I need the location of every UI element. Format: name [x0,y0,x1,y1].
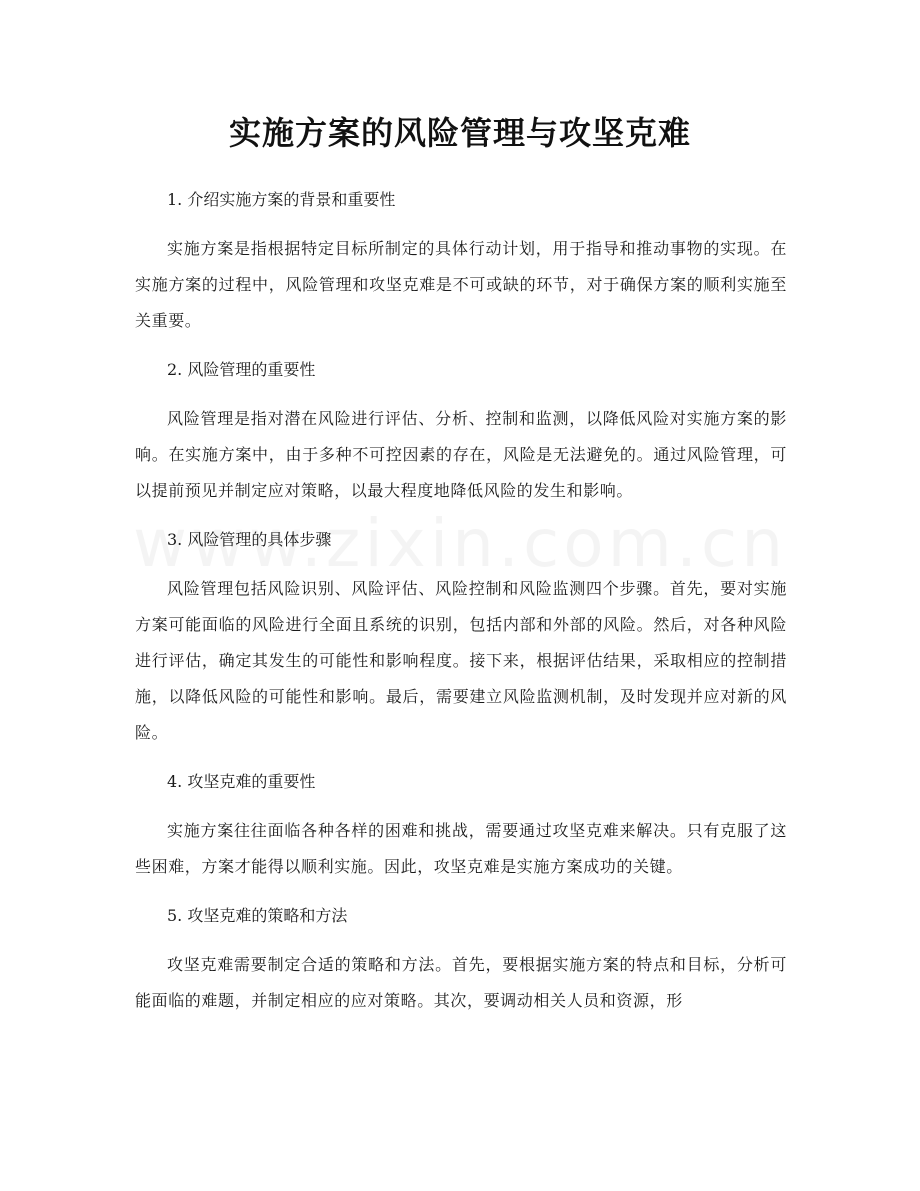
section-paragraph-1: 实施方案是指根据特定目标所制定的具体行动计划，用于指导和推动事物的实现。在实施方案的过程中，风险管理和攻坚克难是不可或缺的环节，对于确保方案的顺利实施至关重要。 [135,239,787,330]
section-paragraph-5: 攻坚克难需要制定合适的策略和方法。首先，要根据实施方案的特点和目标，分析可能面临的难题，并制定相应的应对策略。其次，要调动相关人员和资源，形 [135,955,787,1010]
section-heading-5: 5. 攻坚克难的策略和方法 [167,906,348,925]
section-paragraph-3: 风险管理包括风险识别、风险评估、风险控制和风险监测四个步骤。首先，要对实施方案可能面临的风险进行全面且系统的识别，包括内部和外部的风险。然后，对各种风险进行评估，确定其发生的可能性和影响程度。接下来，根据评估结果，采取相应的控制措施，以降低风险的可能性和影响。最后，需要建立风险监测机制，及时发现并应对新的风险。 [135,579,787,742]
section-paragraph-4: 实施方案往往面临各种各样的困难和挑战，需要通过攻坚克难来解决。只有克服了这些困难，方案才能得以顺利实施。因此，攻坚克难是实施方案成功的关键。 [135,821,787,876]
section-heading-4: 4. 攻坚克难的重要性 [167,772,316,791]
section-heading-3: 3. 风险管理的具体步骤 [167,530,332,549]
section-paragraph-2: 风险管理是指对潜在风险进行评估、分析、控制和监测，以降低风险对实施方案的影响。在实施方案中，由于多种不可控因素的存在，风险是无法避免的。通过风险管理，可以提前预见并制定应对策略，以最大程度地降低风险的发生和影响。 [135,409,787,500]
section-heading-1: 1. 介绍实施方案的背景和重要性 [167,190,396,209]
page-title: 实施方案的风险管理与攻坚克难 [228,114,691,152]
document-body [135,186,787,1019]
section-heading-2: 2. 风险管理的重要性 [167,360,316,379]
